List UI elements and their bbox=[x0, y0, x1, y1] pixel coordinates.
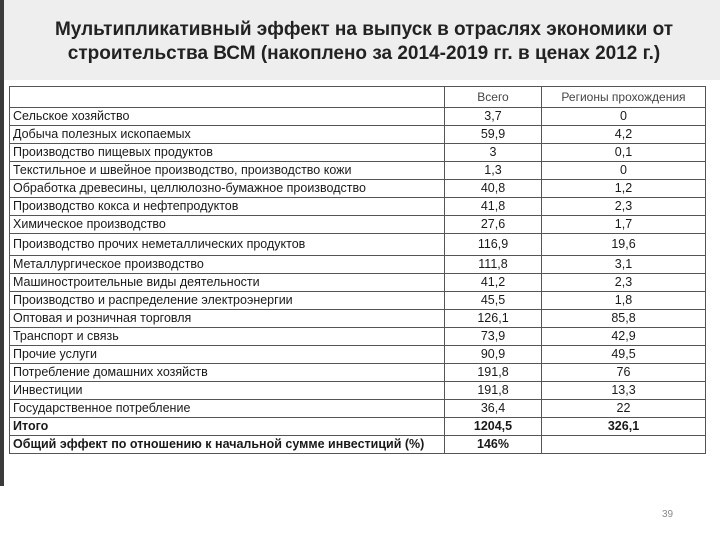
table-row bbox=[10, 364, 706, 382]
slide-header bbox=[4, 0, 720, 80]
table-row bbox=[10, 274, 706, 292]
total-cell: 41,8 bbox=[445, 198, 542, 216]
table-row bbox=[10, 126, 706, 144]
table-row bbox=[10, 436, 706, 454]
row-name-cell: Итого bbox=[10, 418, 445, 436]
row-name-cell: Производство и распределение электроэнергии bbox=[10, 292, 445, 310]
table-row bbox=[10, 234, 706, 256]
table-header-row bbox=[10, 87, 706, 108]
row-name-cell: Металлургическое производство bbox=[10, 256, 445, 274]
table-row bbox=[10, 346, 706, 364]
row-name-cell: Сельское хозяйство bbox=[10, 108, 445, 126]
table-row bbox=[10, 162, 706, 180]
table-row bbox=[10, 418, 706, 436]
regions-cell: 3,1 bbox=[542, 256, 706, 274]
total-cell: 126,1 bbox=[445, 310, 542, 328]
total-cell: 3 bbox=[445, 144, 542, 162]
total-cell: 40,8 bbox=[445, 180, 542, 198]
regions-cell: 1,7 bbox=[542, 216, 706, 234]
regions-cell: 85,8 bbox=[542, 310, 706, 328]
row-name-cell: Добыча полезных ископаемых bbox=[10, 126, 445, 144]
multiplier-effect-table bbox=[9, 86, 706, 454]
row-name-cell: Потребление домашних хозяйств bbox=[10, 364, 445, 382]
regions-cell: 1,2 bbox=[542, 180, 706, 198]
title-line-2: строительства ВСМ (накоплено за 2014-2019 гг. в ценах 2012 г.) bbox=[67, 43, 661, 64]
row-name-cell: Машиностроительные виды деятельности bbox=[10, 274, 445, 292]
total-cell: 41,2 bbox=[445, 274, 542, 292]
total-cell: 36,4 bbox=[445, 400, 542, 418]
row-name-cell: Обработка древесины, целлюлозно-бумажное производство bbox=[10, 180, 445, 198]
row-name-cell: Прочие услуги bbox=[10, 346, 445, 364]
total-cell: 90,9 bbox=[445, 346, 542, 364]
table-row bbox=[10, 108, 706, 126]
regions-cell: 0 bbox=[542, 162, 706, 180]
column-header: Всего bbox=[445, 87, 542, 108]
regions-cell: 22 bbox=[542, 400, 706, 418]
column-header bbox=[10, 87, 445, 108]
regions-cell: 2,3 bbox=[542, 274, 706, 292]
row-name-cell: Химическое производство bbox=[10, 216, 445, 234]
row-name-cell: Производство кокса и нефтепродуктов bbox=[10, 198, 445, 216]
total-cell: 45,5 bbox=[445, 292, 542, 310]
regions-cell: 2,3 bbox=[542, 198, 706, 216]
total-cell: 191,8 bbox=[445, 382, 542, 400]
table-row bbox=[10, 292, 706, 310]
title-line-1: Мультипликативный эффект на выпуск в отраслях экономики от bbox=[54, 19, 674, 40]
table-row bbox=[10, 216, 706, 234]
regions-cell: 76 bbox=[542, 364, 706, 382]
row-name-cell: Производство прочих неметаллических продуктов bbox=[10, 234, 445, 256]
row-name-cell: Государственное потребление bbox=[10, 400, 445, 418]
row-name-cell: Текстильное и швейное производство, производство кожи bbox=[10, 162, 445, 180]
table-row bbox=[10, 256, 706, 274]
regions-cell: 42,9 bbox=[542, 328, 706, 346]
slide-title bbox=[14, 18, 714, 66]
total-cell: 3,7 bbox=[445, 108, 542, 126]
total-cell: 191,8 bbox=[445, 364, 542, 382]
table-row bbox=[10, 144, 706, 162]
total-cell: 59,9 bbox=[445, 126, 542, 144]
table-row bbox=[10, 198, 706, 216]
table-row bbox=[10, 328, 706, 346]
total-cell: 1,3 bbox=[445, 162, 542, 180]
table-row bbox=[10, 400, 706, 418]
regions-cell: 13,3 bbox=[542, 382, 706, 400]
total-cell: 73,9 bbox=[445, 328, 542, 346]
regions-cell: 19,6 bbox=[542, 234, 706, 256]
regions-cell: 49,5 bbox=[542, 346, 706, 364]
regions-cell bbox=[542, 436, 706, 454]
total-cell: 27,6 bbox=[445, 216, 542, 234]
row-name-cell: Производство пищевых продуктов bbox=[10, 144, 445, 162]
row-name-cell: Оптовая и розничная торговля bbox=[10, 310, 445, 328]
row-name-cell: Общий эффект по отношению к начальной сумме инвестиций (%) bbox=[10, 436, 445, 454]
total-cell: 116,9 bbox=[445, 234, 542, 256]
regions-cell: 326,1 bbox=[542, 418, 706, 436]
regions-cell: 0,1 bbox=[542, 144, 706, 162]
total-cell: 111,8 bbox=[445, 256, 542, 274]
row-name-cell: Транспорт и связь bbox=[10, 328, 445, 346]
column-header: Регионы прохождения bbox=[542, 87, 706, 108]
total-cell: 1204,5 bbox=[445, 418, 542, 436]
regions-cell: 1,8 bbox=[542, 292, 706, 310]
regions-cell: 4,2 bbox=[542, 126, 706, 144]
row-name-cell: Инвестиции bbox=[10, 382, 445, 400]
page-number: 39 bbox=[662, 509, 674, 520]
table-row bbox=[10, 180, 706, 198]
regions-cell: 0 bbox=[542, 108, 706, 126]
table-row bbox=[10, 382, 706, 400]
total-cell: 146% bbox=[445, 436, 542, 454]
table-row bbox=[10, 310, 706, 328]
